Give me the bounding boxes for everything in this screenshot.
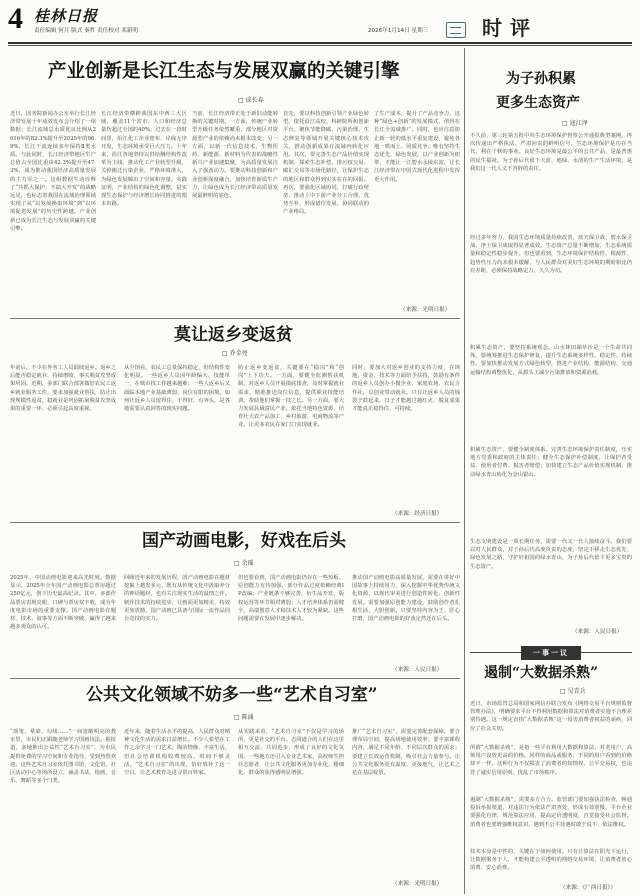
section-title: 时评: [482, 16, 538, 40]
article-source: （来源：光明日报）: [392, 881, 443, 887]
article-body-col: 长江经济带横跨我国东中西三大区域，覆盖11个省市，人口和经济总量均超过全国的40%。过去在一段时间里，沿江化工企业密布、岸线无序开发，生态环境承受巨大压力。十年来，沿江各地坚持以供给侧结构性改革为主线，推动化工产业转型升级，关停搬迁污染企业，严格环境准入，为绿色发展腾出了空间和容量。实践证明，产业结构的绿色化调整，是实现生态保护与经济增长协同推进的根本出路。: [101, 111, 187, 208]
sidebar-headline: 为子孙积累: [506, 71, 576, 87]
article-body-col: 从全国看，农民工总量保持稳定，但结构性变化明显。一些返乡人员因年龄偏大、技能单一，在城市找工作越来越难；一些人返乡后又面临本地产业基础薄弱、岗位有限的困境。如何让返乡人员留得住、干得好、有奔头，是各地需要认真回答的现实问题。: [124, 365, 230, 413]
sidebar-body-para: 所谓“大数据杀熟”，是指一些平台利用大数据和算法，对老用户、高频用户设置更高的价格。同样的商品或服务，不同的用户看到的价格却不一样。这种行为不仅损害了消费者的知情权、公平交易权，也违背了诚实信用原则，扰乱了市场秩序。: [470, 745, 632, 776]
article-body-col: 推动国产动画电影高质量发展，需要在讲好中国故事上持续用力，深入挖掘中华优秀传统文化资源，以现代审美进行创造性转化、创新性发展。需要加强原创能力建设，鼓励创作者扎根生活、大胆创新。只要坚持内容为王、匠心打磨，国产动画电影的好戏定然还在后头。: [352, 575, 460, 623]
article-byline: □ 余瑶: [234, 560, 254, 567]
column-divider: [464, 48, 465, 894]
paper-name-logo: 桂林日报: [34, 7, 99, 25]
column-label-box: [470, 646, 632, 660]
article-body-col: 但也要看到，国产动画电影仍存在一些短板。原创能力有待加强，部分作品过度依赖经典IP改编；产业链条不够完善，衍生品开发、版权运营等环节相对薄弱；人才培养体系仍需健全，高端创意人才和技术人才较为紧缺。这些问题需要在发展中逐步解决。: [238, 575, 344, 623]
article-body-col: 推广“艺术自习室”，需要完善配套保障。要合理布局空间，提高场地使用效率；要丰富课程内容，满足不同年龄、不同层次群众的需求；要建立长效运营机制，吸引社会力量参与。让公共文化服务更有温度、更接地气，让艺术之花在基层绽放。: [352, 729, 460, 777]
sidebar-headline: 遏制“大数据杀熟”: [484, 665, 599, 681]
article-body-col: 了生产成本，提升了产品竞争力，这种“绿色+创新”的发展模式，值得在长江全流域推广。同时，也应注意防止新一轮的低水平重复建设，避免各地一哄而上、同质竞争。唯有坚持生态优先、绿色发展，以产业创新为纽带，才能让一江碧水永续东流，让长江经济带在中国式现代化进程中发挥更大作用。: [374, 111, 460, 183]
article-body-col: 首先，要以科技创新引领产业绿色转型。依托沿江高校、科研院所和创新平台，聚焦节能降碳、污染治理、生态修复等领域开展关键核心技术攻关，推动创新成果在流域内转化应用。其次，要完善生态产品价值实现机制，探索生态补偿、排污权交易、碳汇交易等市场化路径，让保护生态的地区和群众得到实实在在的回报。再次，要强化区域协同，打破行政壁垒，推动上中下游产业分工合理、优势互补，形成错位发展、协同联动的产业格局。: [283, 111, 369, 216]
sidebar-body-para: 生态文明建设是一项长期任务，需要一代又一代人接续奋斗。我们要以对人民群众、对子孙后代高度负责的态度，坚定不移走生态优先、绿色发展之路，守护好祖国的绿水青山，为子孙后代留下更多宝贵的生态资产。: [470, 539, 632, 570]
article-divider: [10, 678, 460, 679]
sidebar-body-para: 经过多年努力，我国生态环境质量持续改善，蓝天保卫战、碧水保卫战、净土保卫战取得显著成效。生态资产总量不断增加，生态系统质量和稳定性稳步提升。但也要看到，生态环境保护结构性、根源性、趋势性压力尚未根本缓解，与人民群众对美好生态环境的期盼相比仍有差距，必须保持战略定力，久久为功。: [470, 235, 632, 274]
sidebar-body-para: 技术本身是中性的，关键在于如何使用。只有让算法在阳光下运行，让数据服务于人，才能构建公平透明的网络交易环境，让消费者放心消费、安心消费。: [470, 849, 632, 872]
article-source: （来源：经济日报）: [392, 511, 443, 517]
sidebar-body-para: 积累生态资产，要健全制度体系。完善生态环境保护责任制度，压实地方党委和政府的主体责任；健全生态保护补偿制度，让保护者受益、使用者付费、损害者赔偿；加快建立生态产品价值实现机制，推动绿水青山转化为金山银山。: [470, 447, 632, 478]
section-icon: [446, 22, 466, 38]
article-headline: 产业创新是长江生态与发展双赢的关键引擎: [48, 61, 400, 82]
article-source: （来源：光明日报）: [400, 307, 451, 313]
page-number: 4: [8, 2, 23, 35]
column-label: 一事一议: [521, 646, 581, 660]
article-body-col: 同时，要加大对返乡创业的支持力度，在场地、资金、技术等方面给予扶持，鼓励有条件的返乡人员创办小微企业、家庭农场、农民合作社，以创业带动就业。只有让返乡人员的钱袋子鼓起来，日子才能越过越红火，脱贫成果才能真正稳得住、可持续。: [352, 365, 460, 413]
header-rule-thin: [8, 45, 632, 46]
article-source: （来源：人民日报）: [392, 667, 443, 673]
sidebar-body-para: 近日，市场监管总局和国家网信办联合发布《网络交易平台规则监督管理办法》，明确要求平台不得利用数据和算法对消费者实施不合理差别待遇。这一规定直指“大数据杀熟”这一侵害消费者权益的顽疾，回应了社会关切。: [470, 701, 632, 732]
sidebar-body-para: 不久前，第三轮第五批中央生态环境保护督察公开通报典型案例，再次传递出严格执法、严肃问责的鲜明信号。生态环境保护是功在当代、利在千秋的事业。良好生态环境是最公平的公共产品，是最普惠的民生福祉。为子孙后代留下天蓝、地绿、水清的生产生活环境，是我们这一代人义不容辞的责任。: [470, 133, 632, 172]
article-byline: □ 陈涌: [234, 714, 254, 721]
article-headline: 莫让返乡变返贫: [174, 325, 293, 345]
sidebar-source: （来源：人民日报）: [572, 629, 623, 635]
article-body-col: 当前，长江经济带正处于新旧动能转换的关键时期。一方面，传统产业转型升级任务依然繁重，部分地区对资源型产业的依赖尚未根本改变；另一方面，以新一代信息技术、生物医药、新能源、新材料为代表的战略性新兴产业加速集聚，为高质量发展注入了强劲动力。要推动科技创新和产业创新深度融合，加快培育新质生产力，让绿色成为长江经济带高质量发展最鲜明的底色。: [192, 111, 278, 200]
header-rule: [8, 42, 632, 44]
sidebar-byline: □ 寇江泽: [562, 120, 588, 127]
sidebar-byline: □ 吴青兵: [560, 688, 586, 695]
article-headline: 公共文化领域不妨多一些“艺术自习室”: [86, 685, 378, 705]
masthead: [0, 0, 640, 44]
staff-line: 责任编辑 何月 版式 秦哲 责任校对 邓新明: [34, 28, 138, 34]
sidebar-source: （来源：《广西日报》）: [560, 885, 616, 891]
sidebar-body-para: 积累生态资产，要坚持系统观念。山水林田湖草沙是一个生命共同体，要统筹推进生态保护修复，提升生态系统多样性、稳定性、持续性。要加快推动发展方式绿色转型，推进产业结构、能源结构、交通运输结构调整优化，从源头上减少污染排放和资源消耗。: [470, 345, 632, 376]
article-divider: [10, 522, 460, 523]
article-body-col: 防止返乡变返贫，关键要在“稳岗”和“创岗”上下功夫。一方面，要健全监测帮扶机制，对返乡人员开展摸底排查，及时掌握就业需求，精准推送岗位信息，提供职业技能培训，帮助他们掌握一技之长。另一方面，要大力发展县域富民产业，依托当地特色资源，培育壮大农产品加工、乡村旅游、电商物流等产业，让更多农民在家门口实现就业。: [238, 365, 344, 429]
article-body-col: “落笔、晕染、勾线……”一间宽敞明亮的教室里，市民们正跟随老师学习国画技法。据报道，多地推出公益性“艺术自习室”，为市民提供免费的学习空间和专业指导，受到热烈欢迎。这些艺术自习室依托图书馆、文化馆、社区活动中心等场所设立，涵盖书法、绘画、音乐、舞蹈等多个门类。: [10, 729, 116, 785]
article-byline: □ 乔金亮: [222, 350, 248, 357]
article-divider: [10, 318, 460, 319]
article-headline: 国产动画电影，好戏在后头: [142, 531, 346, 551]
sidebar-body-para: 遏制“大数据杀熟”，需要多方合力。监管部门要加强执法检查，畅通投诉举报渠道，对违法行为依法严肃查处，形成有效震慑。平台企业要强化自律，规范算法应用，提高定价透明度，自觉接受社会监督。消费者也要增强维权意识，遇到不公平待遇时敢于说不、依法维权。: [470, 797, 632, 828]
article-body-col: 近日，国务院新闻办公室举行长江经济带发展十年成效发布会介绍了一组数据：长江流域总水质优良比例从2016年的82.3%提升至2025年的96.9%，长江干流连续多年保持Ⅱ类水质。与此同时，长江经济带地区生产总值占全国比重由42.3%提升至47.3%，成为推动我国经济高质量发展的主力军之一。这组数据生动诠释了“共抓大保护、不搞大开发”的战略远见，也标志着我国在流域治理领域实现了从“以发展换取环境”到“以环境促进发展”的历史性跨越。产业创新已成为长江生态与发展双赢的关键引擎。: [10, 111, 96, 232]
article-byline: □ 成长春: [238, 97, 264, 104]
sidebar-headline: 更多生态资产: [496, 95, 580, 111]
article-body-col: 从实践来看，“艺术自习室”不仅是学习的场所，更是社交的平台。志同道合的人们在这里相互交流、共同进步，形成了良好的文化氛围。一些地方还引入专业艺术家、高校师生担任志愿者，让公共文化服务更加专业化、精细化，群众的获得感明显增强。: [238, 729, 344, 777]
article-body-col: 回顾近年来的发展历程，国产动画电影在题材挖掘上越发多元，既有从传统文化中汲取养分的神话题材，也有关注现实生活的温情之作。制作技术的持续进步，让画面更加精美、特效更加震撼，国产动画已具备与国际一流作品同台竞技的实力。: [124, 575, 230, 623]
article-body-col: 近年来，随着生活水平的提高，人民群众对精神文化生活的需求日益增长。不少人希望在工作之余学习一门艺术，陶冶情操、丰富生活，但社会培训机构收费较高、时间不够灵活。“艺术自习室”的出现，恰好填补了这一空白，让艺术教育走进寻常百姓家。: [124, 729, 230, 777]
article-body-col: 年前后，不少在外务工人员陆续返乡。返乡之后能否稳定就业、持续增收，事关脱贫攻坚成果巩固。近期，多部门联合部署做好农民工返乡就业服务工作，要求加强就业帮扶，防止出现规模性返贫。稳就业是巩固拓展脱贫攻坚成果的重要一环，必须引起高度重视。: [10, 365, 116, 413]
date-line: 2026年1月14日 星期三: [368, 28, 429, 34]
article-body-col: 2025年，中国动画电影迎来高光时刻。数据显示，2025年全年国产动画电影总票房超过250亿元，创下历史最高纪录。其中，多部作品票房表现亮眼，口碑与票房双丰收，成为年度电影市场的重要支撑。国产动画电影在题材、技术、叙事等方面不断突破，赢得了越来越多观众的认可。: [10, 575, 116, 631]
